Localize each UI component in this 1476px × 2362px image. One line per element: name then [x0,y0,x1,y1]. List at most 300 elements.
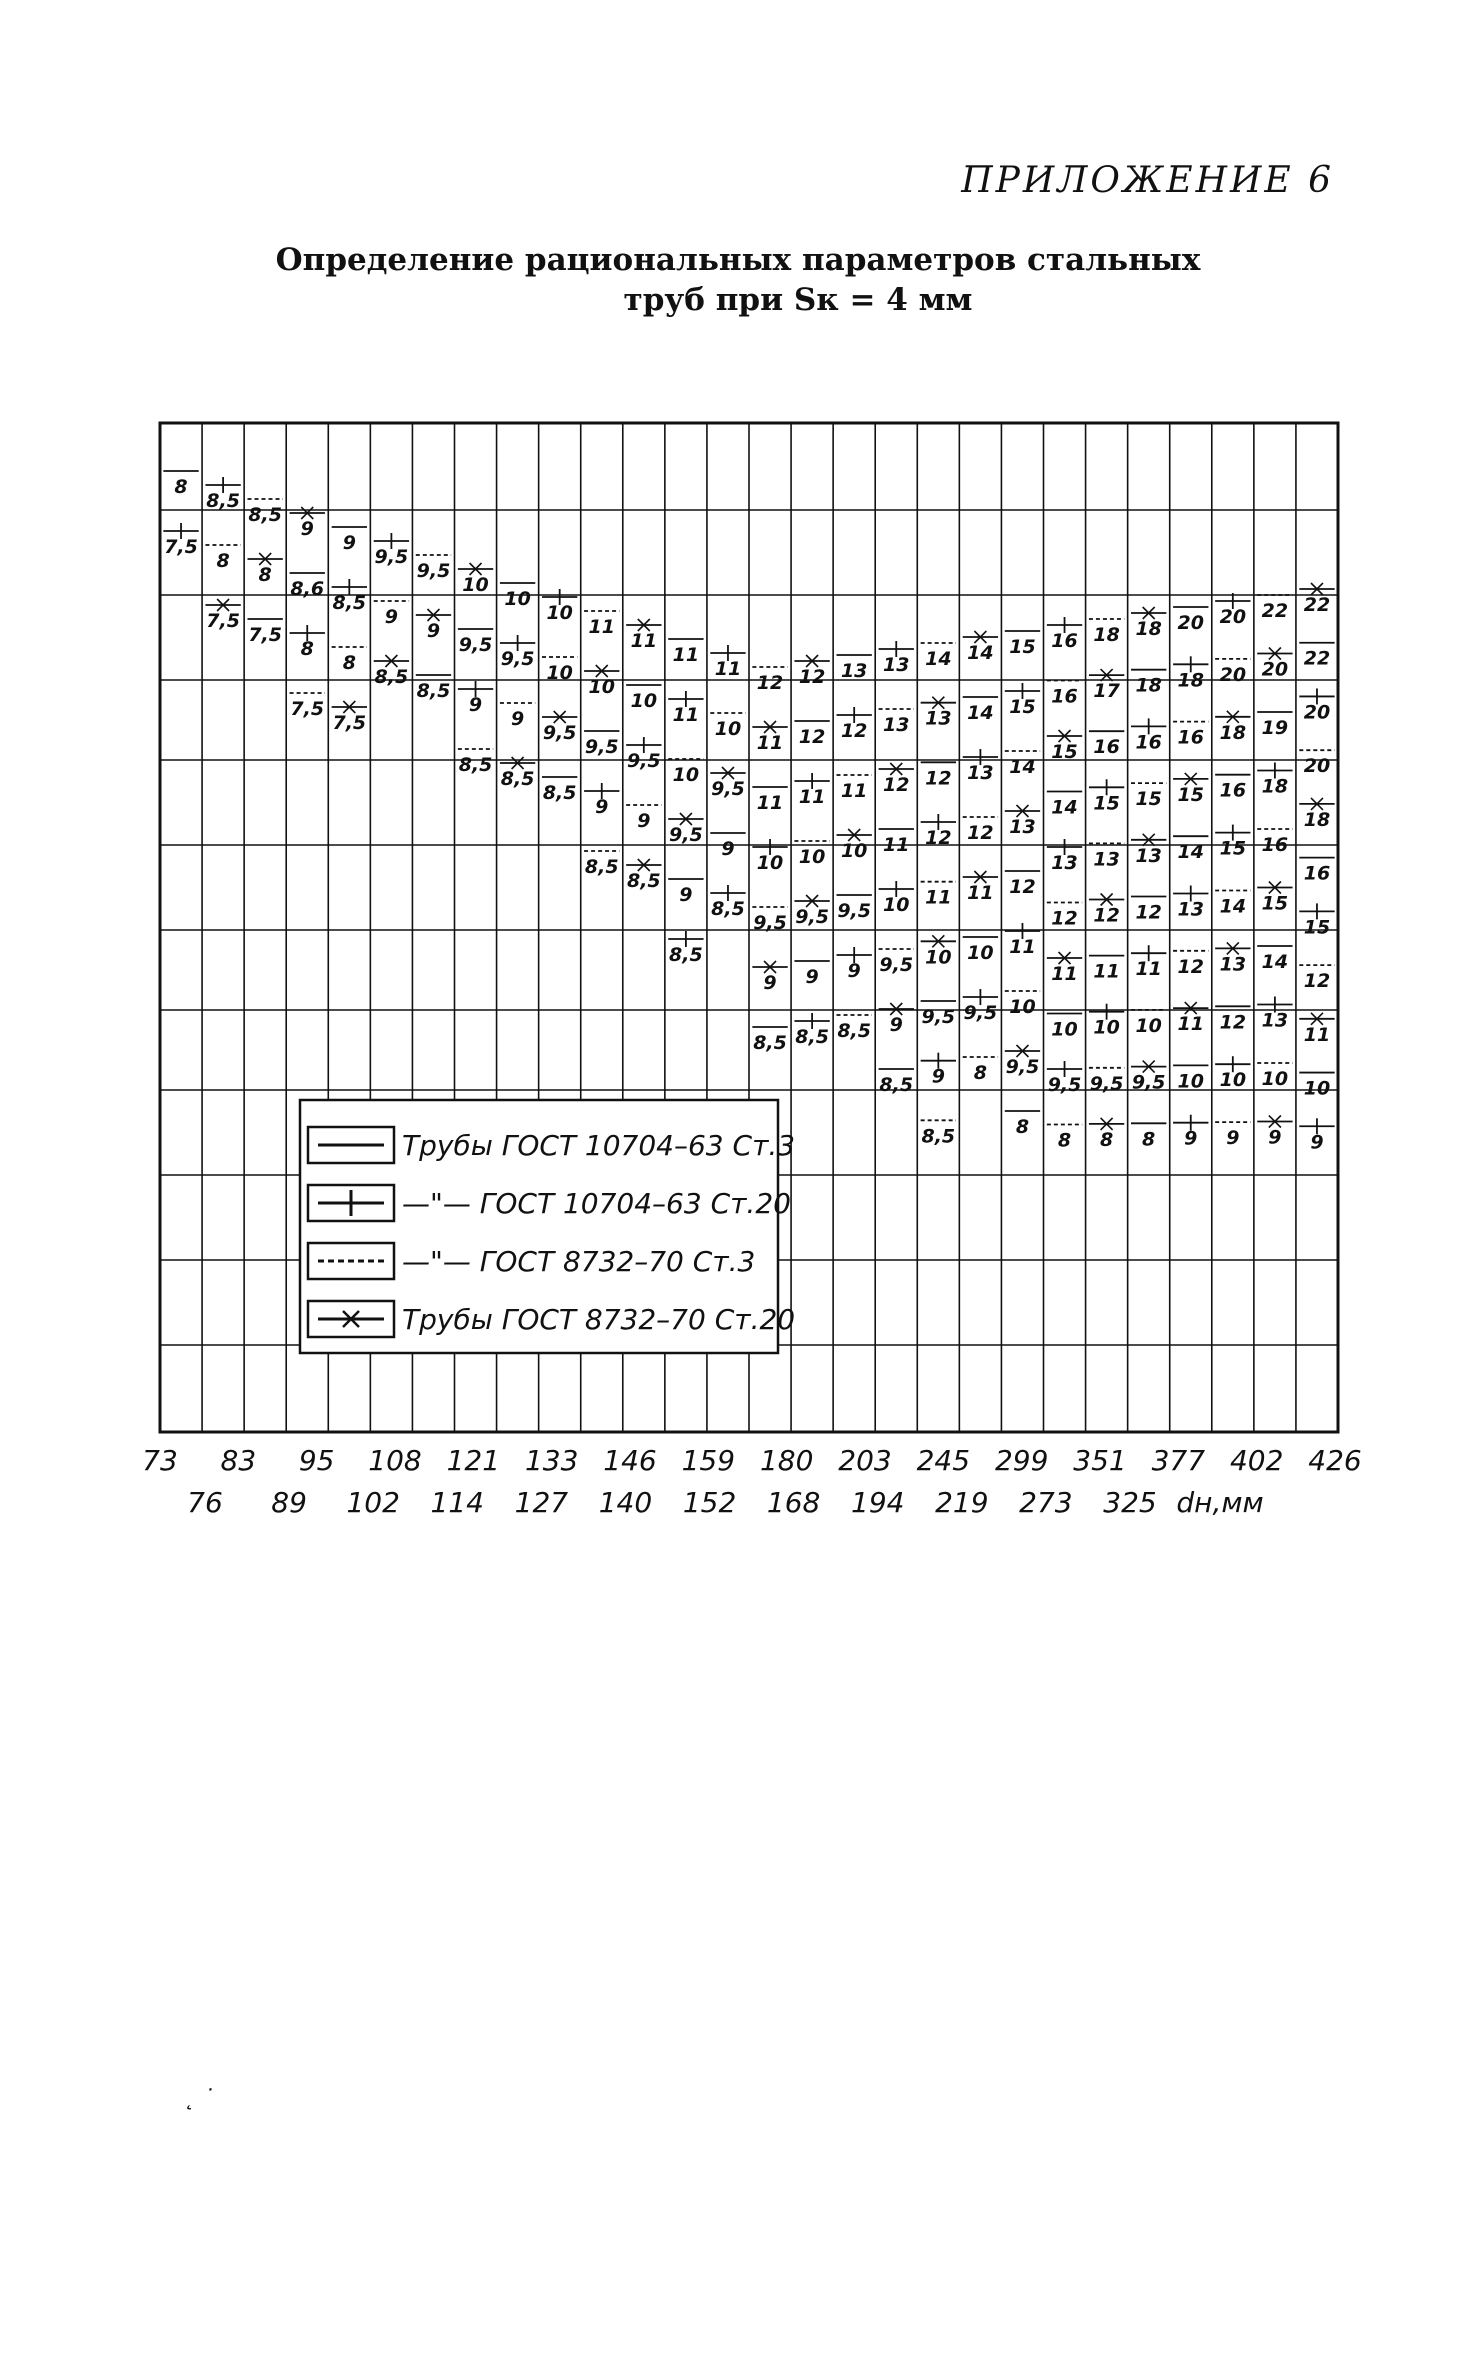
cell-entry [921,697,956,730]
cell-value-label: 8 [973,1062,988,1084]
cell-value-label: 14 [1009,756,1036,778]
cell-entry [752,721,787,754]
cell-entry [1299,583,1334,616]
x-tick-label-upper: 351 [1073,1444,1127,1477]
cell-value-label: 18 [1261,775,1289,798]
cell-value-label: 9,5 [711,778,745,800]
cell-value-label: 9,5 [921,1006,956,1028]
x-tick-label-lower: 102 [346,1486,400,1519]
cell-value-label: 10 [672,764,700,786]
cell-entry [963,871,998,904]
cell-entry [1047,1014,1082,1041]
legend-label: —"— ГОСТ 8732–70 Ст.3 [402,1245,756,1278]
cell-value-label: 9 [679,884,693,906]
cell-entry [542,657,577,684]
cell-value-label: 18 [1219,721,1247,744]
cell-value-label: 8,5 [542,782,577,804]
cell-entry [1257,1063,1292,1090]
cell-value-label: 10 [798,846,826,868]
cell-value-label: 20 [1219,663,1247,686]
cell-value-label: 11 [630,630,658,652]
cell-value-label: 13 [883,654,910,676]
cell-value-label: 9 [931,1065,945,1088]
cell-entry [1005,751,1040,778]
cell-entry [794,721,829,748]
cell-entry [879,1003,914,1036]
cell-value-label: 10 [1135,1014,1162,1037]
x-tick-label-upper: 299 [994,1444,1049,1477]
cell-entry [1047,681,1082,708]
cell-entry [542,711,577,744]
cell-entry [1299,688,1334,723]
cell-entry [710,713,745,740]
cell-entry [1047,952,1082,985]
x-tick-label-upper: 73 [142,1444,178,1477]
cell-entry [921,643,956,670]
cell-value-label: 14 [1219,895,1247,918]
cell-entry [584,783,619,818]
cell-value-label: 10 [504,588,531,610]
cell-value-label: 13 [1051,852,1078,874]
cell-value-label: 10 [588,676,615,698]
cell-entry [1299,643,1334,670]
cell-entry [1173,836,1208,863]
x-tick-label-lower: 76 [187,1486,223,1519]
cell-value-label: 10 [546,602,573,624]
cell-entry [1047,730,1082,763]
cell-value-label: 7,5 [206,610,240,632]
cell-entry [1257,712,1292,739]
cell-entry [1131,718,1166,753]
cell-value-label: 20 [1303,755,1331,778]
cell-entry [1089,1118,1124,1151]
cell-entry [1299,1013,1334,1046]
cell-entry [1131,945,1166,980]
cell-entry [1299,798,1334,831]
title-line-1: Определение рациональных параметров стальных [275,242,1201,278]
cell-value-label: 15 [1093,792,1120,815]
cell-value-label: 10 [925,946,952,969]
cell-entry [1215,775,1250,802]
cell-value-label: 18 [1177,669,1204,692]
cell-entry [1257,997,1292,1032]
cell-value-label: 8 [216,550,230,572]
cell-value-label: 9,5 [753,912,787,934]
cell-entry [1131,834,1166,867]
cell-value-label: 8,5 [500,768,535,790]
cell-entry [1215,659,1250,686]
cell-value-label: 12 [883,774,910,796]
cell-entry [1299,858,1334,885]
cell-value-label: 9,5 [669,824,703,846]
cell-entry [500,583,535,610]
cell-entry [1173,886,1208,921]
cell-value-label: 8,5 [206,490,240,512]
cell-entry [332,527,367,554]
cell-entry [1215,1056,1250,1091]
cell-value-label: 16 [1093,736,1120,759]
cell-entry [752,961,787,994]
x-tick-label-upper: 83 [220,1444,257,1477]
cell-entry [1131,1061,1166,1094]
cell-entry [879,1069,914,1096]
cell-value-label: 13 [1261,1009,1289,1032]
cell-entry [332,579,367,614]
cell-value-label: 16 [1135,731,1162,754]
cell-value-label: 11 [967,882,994,904]
cell-entry [668,639,703,666]
cell-value-label: 9 [1310,1131,1324,1154]
cell-value-label: 12 [1093,904,1120,927]
legend-label: Трубы ГОСТ 10704–63 Ст.3 [402,1129,796,1162]
cell-entry [837,775,872,802]
cell-entry [668,691,703,726]
cell-entry [1005,631,1040,658]
cell-entry [1089,731,1124,758]
cell-entry [963,697,998,724]
cell-value-label: 11 [714,658,742,680]
cell-value-label: 9 [1184,1127,1198,1150]
cell-value-label: 10 [1261,1068,1289,1090]
cell-entry [1047,1125,1082,1152]
cell-value-label: 10 [546,662,573,684]
x-tick-label-upper: 426 [1308,1444,1362,1477]
cell-value-label: 15 [1051,741,1078,763]
cell-entry [584,665,619,698]
cell-value-label: 9,5 [1089,1072,1124,1095]
cell-value-label: 13 [1093,848,1120,871]
cell-entry [879,709,914,736]
cell-entry [837,895,872,922]
cell-value-label: 12 [1219,1011,1247,1034]
cell-entry [1047,792,1082,819]
cell-entry [1089,956,1124,983]
cell-entry [458,629,493,656]
cell-value-label: 9 [847,960,861,982]
cell-entry [921,1120,956,1147]
x-tick-label-lower: 114 [430,1486,484,1519]
cell-value-label: 11 [883,834,910,856]
cell-entry [1131,670,1166,697]
cell-value-label: 7,5 [248,624,283,646]
cell-entry [374,601,409,628]
cell-entry [1257,829,1292,856]
cell-value-label: 11 [756,792,784,814]
cell-entry [1215,891,1250,918]
cell-value-label: 9 [300,518,314,540]
cell-entry [248,553,283,586]
x-tick-label-lower: 273 [1019,1486,1073,1519]
cell-value-label: 8 [300,638,314,660]
cell-value-label: 10 [967,942,994,964]
cell-value-label: 15 [1303,916,1331,939]
cell-value-label: 13 [967,762,994,784]
cell-entry [921,762,956,789]
cell-entry [584,611,619,638]
cell-value-label: 7,5 [332,712,367,734]
cell-value-label: 9 [426,620,441,642]
cell-entry [879,949,914,976]
cell-entry [416,609,451,642]
cell-value-label: 8 [1142,1128,1156,1151]
cell-value-label: 17 [1093,680,1120,703]
cell-entry [837,1015,872,1042]
cell-entry [416,555,451,582]
cell-value-label: 18 [1135,674,1162,697]
cell-entry [1257,648,1292,681]
appendix-heading: ПРИЛОЖЕНИЕ 6 [961,160,1334,201]
cell-entry [963,817,998,844]
cell-value-label: 16 [1177,726,1204,749]
cell-value-label: 12 [925,827,952,849]
cell-value-label: 8,5 [374,666,409,688]
cell-value-label: 20 [1177,612,1204,634]
cell-entry [1089,894,1124,927]
cell-entry [1215,711,1250,744]
cell-value-label: 19 [1261,717,1289,739]
cell-value-label: 8 [1099,1128,1114,1151]
cell-entry [332,647,367,674]
cell-value-label: 8 [258,564,272,586]
cell-value-label: 11 [1177,1013,1204,1036]
x-tick-label-lower: 140 [598,1486,653,1519]
cell-entry [500,757,535,790]
cell-entry [668,931,703,966]
x-tick-label-upper: 377 [1151,1444,1206,1477]
cell-value-label: 9 [595,796,609,818]
cell-value-label: 8,5 [332,592,367,614]
cell-entry [1089,1068,1124,1095]
legend-label: Трубы ГОСТ 8732–70 Ст.20 [402,1303,796,1336]
cell-value-label: 8,5 [584,856,619,878]
cell-value-label: 7,5 [164,536,198,558]
x-tick-label-upper: 133 [524,1444,579,1477]
cell-entry [1215,825,1250,860]
cell-value-label: 12 [1009,876,1036,898]
cell-entry [1299,750,1334,777]
cell-value-label: 11 [1135,958,1162,981]
cell-entry [1005,991,1040,1018]
cell-value-label: 9,5 [837,900,872,922]
cell-entry [668,813,703,846]
cell-entry [921,1001,956,1028]
cell-entry [879,829,914,856]
x-tick-label-lower: 89 [271,1486,307,1519]
cell-value-label: 10 [840,840,868,862]
cell-value-label: 12 [1303,970,1331,993]
cell-value-label: 9,5 [584,736,619,758]
cell-value-label: 9 [1226,1127,1240,1150]
cell-entry [668,879,703,906]
cell-value-label: 8,5 [921,1125,956,1148]
cell-value-label: 13 [1177,898,1204,921]
chart-legend [300,1100,795,1353]
stray-marks: ˛ ˙ [185,2086,214,2111]
cell-value-label: 10 [883,894,910,916]
cell-value-label: 12 [925,767,952,790]
cell-entry [1173,1002,1208,1035]
cell-value-label: 8,6 [290,578,325,600]
cell-entry [290,693,325,720]
cell-entry [794,655,829,688]
cell-entry [1089,669,1124,702]
cell-value-label: 18 [1135,618,1162,640]
cell-entry [1131,1010,1166,1037]
cell-value-label: 10 [1303,1077,1331,1100]
cell-value-label: 18 [1093,624,1120,646]
cell-value-label: 13 [840,660,868,682]
cell-entry [710,645,745,680]
cell-entry [374,655,409,688]
cell-value-label: 9 [637,810,651,832]
x-tick-label-lower: 168 [766,1486,821,1519]
cell-value-label: 16 [1261,834,1289,856]
cell-value-label: 16 [1051,630,1078,652]
cell-entry [752,667,787,694]
cell-value-label: 9,5 [416,560,451,582]
x-tick-label-upper: 121 [446,1444,501,1477]
cell-value-label: 8,5 [248,504,283,526]
cell-entry [1089,619,1124,646]
x-tick-label-upper: 95 [298,1444,335,1477]
cell-value-label: 15 [1009,636,1036,658]
cell-entry [500,635,535,670]
cell-value-label: 8,5 [837,1020,872,1042]
cell-value-label: 11 [588,616,615,638]
cell-entry [1131,607,1166,640]
cell-value-label: 14 [967,642,994,664]
cell-entry [837,829,872,862]
cell-value-label: 9,5 [879,954,914,976]
cell-value-label: 20 [1261,658,1289,681]
cell-value-label: 9,5 [458,634,493,656]
cell-value-label: 8,5 [669,944,703,966]
cell-entry [879,763,914,796]
cell-entry [1131,897,1166,924]
x-tick-label-upper: 402 [1229,1444,1284,1477]
cell-entry [963,749,998,784]
cell-value-label: 16 [1219,779,1247,802]
cell-value-label: 12 [840,720,868,742]
cell-value-label: 9,5 [626,750,661,772]
cell-entry [205,599,240,632]
cell-entry [248,499,283,526]
cell-entry [458,681,493,716]
cell-value-label: 9,5 [1131,1071,1166,1094]
cell-value-label: 9,5 [795,906,829,928]
cell-value-label: 8,5 [879,1074,914,1096]
x-tick-label-lower: 152 [682,1486,737,1519]
cell-value-label: 8 [342,652,356,674]
cell-value-label: 15 [1177,783,1204,806]
x-tick-label-upper: 146 [603,1444,657,1477]
cell-entry [458,563,493,596]
cell-entry [837,655,872,682]
cell-value-label: 11 [1303,1023,1331,1046]
cell-value-label: 12 [798,666,826,688]
cell-entry [668,759,703,786]
cell-value-label: 8 [1057,1129,1072,1152]
cell-value-label: 12 [967,822,994,844]
x-tick-label-upper: 245 [916,1444,971,1477]
cell-entry [500,703,535,730]
cell-entry [963,937,998,964]
cell-value-label: 9 [763,972,777,994]
cell-entry [626,619,661,652]
x-tick-label-lower: 127 [514,1486,569,1519]
cell-entry [584,731,619,758]
cell-entry [1047,1061,1082,1096]
cell-entry [1299,1073,1334,1100]
cell-value-label: 15 [1135,788,1162,811]
cell-value-label: 14 [967,702,994,724]
cell-entry [1005,683,1040,718]
cell-entry [1299,965,1334,992]
cell-value-label: 9 [889,1014,903,1036]
cell-value-label: 9 [342,532,356,554]
cell-entry [710,885,745,920]
cell-value-label: 12 [1051,907,1078,930]
cell-value-label: 10 [1177,1070,1204,1093]
cell-entry [837,947,872,982]
cell-entry [794,841,829,868]
cell-entry [584,851,619,878]
cell-entry [1257,1116,1292,1149]
cell-value-label: 12 [756,672,784,694]
cell-value-label: 11 [1093,960,1120,983]
cell-entry [1215,593,1250,628]
x-tick-label-lower: 194 [851,1486,905,1519]
cell-entry [290,507,325,540]
cell-entry [837,707,872,742]
cell-entry [1173,607,1208,634]
cell-entry [794,961,829,988]
cell-entry [1215,942,1250,975]
cell-value-label: 9 [468,694,483,716]
cell-entry [794,1013,829,1048]
cell-value-label: 10 [1051,1018,1078,1041]
cell-value-label: 8,5 [458,754,493,776]
cell-value-label: 12 [1177,955,1204,978]
cell-entry [374,533,409,568]
cell-value-label: 13 [925,707,952,730]
cell-entry [1131,783,1166,810]
cell-value-label: 22 [1303,594,1331,616]
cell-value-label: 20 [1303,701,1331,724]
cell-entry [1173,1065,1208,1092]
cell-entry [1005,1111,1040,1138]
cell-value-label: 11 [1051,963,1078,985]
cell-entry [542,777,577,804]
cell-entry [163,471,198,498]
cell-value-label: 16 [1303,862,1331,885]
cell-value-label: 22 [1303,647,1331,670]
cell-value-label: 15 [1261,892,1289,915]
cell-value-label: 12 [798,726,826,748]
cell-entry [1215,1122,1250,1149]
cell-value-label: 8 [1015,1116,1030,1138]
cell-entry [458,749,493,776]
cell-value-label: 14 [1261,951,1289,973]
cell-entry [879,641,914,676]
cell-entry [963,631,998,664]
cell-value-label: 14 [925,648,952,670]
x-tick-label-upper: 159 [681,1444,736,1477]
cell-entry [1215,1006,1250,1033]
cell-value-label: 9,5 [1005,1056,1040,1078]
cell-entry [921,1053,956,1088]
cell-entry [752,1027,787,1054]
